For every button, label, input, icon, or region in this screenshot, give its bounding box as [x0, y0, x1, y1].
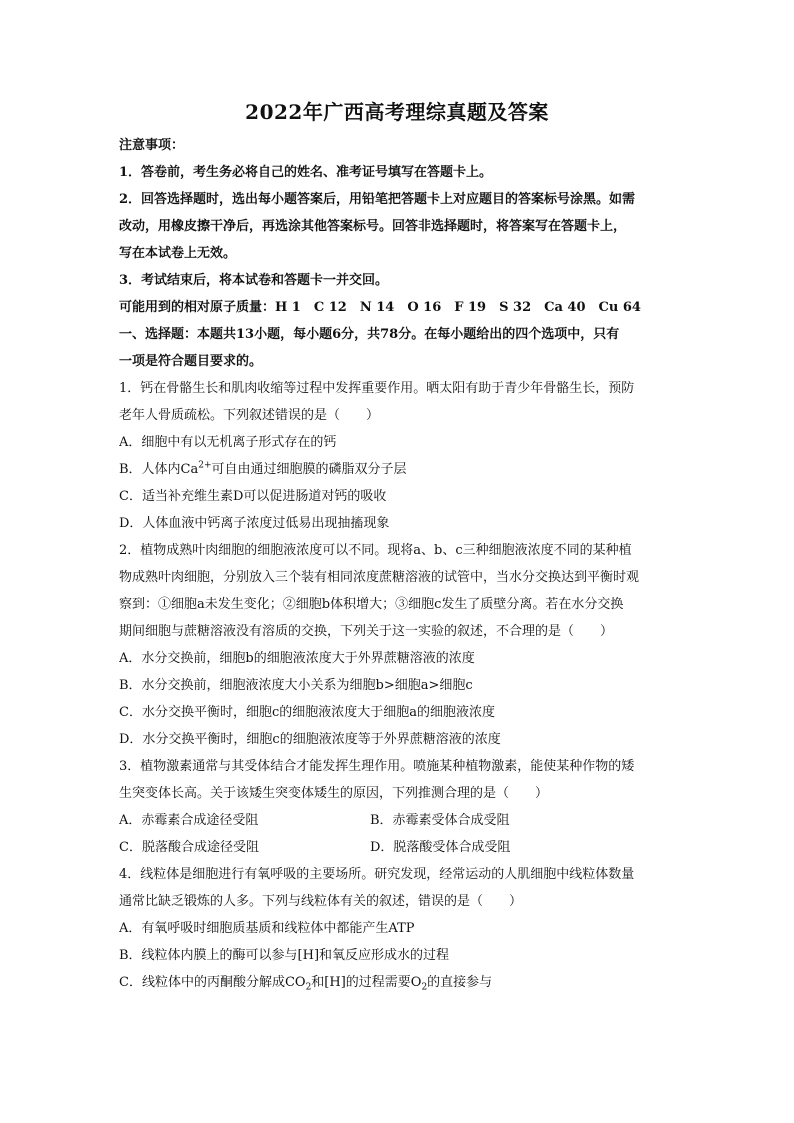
page-content: [119, 132, 679, 996]
question-1: [119, 375, 679, 537]
question-stem-line: 物成熟叶肉细胞，分别放入三个装有相同浓度蔗糖溶液的试管中，当水分交换达到平衡时观: [119, 570, 640, 585]
option-c-text: C．线粒体中的丙酮酸分解成CO: [119, 975, 306, 990]
option-c: C．适当补充维生素D可以促进肠道对钙的吸收: [119, 489, 387, 504]
page-title: 2022年广西高考理综真题及答案: [245, 100, 549, 124]
question-stem-line: 老年人骨质疏松。下列叙述错误的是（ ）: [119, 408, 380, 423]
question-stem-line: 期间细胞与蔗糖溶液没有溶质的交换，下列关于这一实验的叙述，不合理的是（ ）: [119, 624, 614, 639]
section-heading: [119, 321, 679, 375]
option-d: D．人体血液中钙离子浓度过低易出现抽搐现象: [119, 516, 390, 531]
notes-heading: 注意事项：: [119, 138, 185, 153]
options-row: [119, 834, 679, 861]
question-2: [119, 537, 679, 753]
question-stem-line: 生突变体长高。关于该矮生突变体矮生的原因，下列推测合理的是（ ）: [119, 786, 549, 801]
option-c-text: 和[H]的过程需要O: [311, 975, 422, 990]
option-b: B．线粒体内膜上的酶可以参与[H]和氧反应形成水的过程: [119, 948, 450, 963]
atomic-mass-line: 可能用到的相对原子质量：H 1 C 12 N 14 O 16 F 19 S 32 Ca 40 Cu 64: [119, 300, 641, 315]
option-a: A．水分交换前，细胞b的细胞液浓度大于外界蔗糖溶液的浓度: [119, 651, 475, 666]
option-a: A．赤霉素合成途径受阻: [119, 813, 259, 828]
question-stem-line: 4．线粒体是细胞进行有氧呼吸的主要场所。研究发现，经常运动的人肌细胞中线粒体数量: [119, 867, 635, 882]
option-a: A．细胞中有以无机离子形式存在的钙: [119, 435, 337, 450]
option-c: [119, 969, 679, 996]
notes-item-2-line-1: 2．回答选择题时，选出每小题答案后，用铅笔把答题卡上对应题目的答案标号涂黑。如需: [119, 192, 636, 207]
option-b: [119, 456, 679, 483]
notes-item-2-line-3: 写在本试卷上无效。: [119, 246, 237, 261]
option-b: B．赤霉素受体合成受阻: [370, 813, 510, 828]
option-c: C．水分交换平衡时，细胞c的细胞液浓度大于细胞a的细胞液浓度: [119, 705, 495, 720]
option-b-text: B．人体内Ca: [119, 462, 199, 477]
question-3: [119, 753, 679, 861]
option-c-text: 的直接参与: [427, 975, 493, 990]
notes-item-1: 1．答卷前，考生务必将自己的姓名、准考证号填写在答题卡上。: [119, 165, 493, 180]
question-stem-line: 通常比缺乏锻炼的人多。下列与线粒体有关的叙述，错误的是（ ）: [119, 894, 523, 909]
option-d: D．水分交换平衡时，细胞c的细胞液浓度等于外界蔗糖溶液的浓度: [119, 732, 501, 747]
subscript: 2: [421, 982, 428, 993]
option-b: B．水分交换前，细胞液浓度大小关系为细胞b>细胞a>细胞c: [119, 678, 473, 693]
question-stem-line: 1．钙在骨骼生长和肌肉收缩等过程中发挥重要作用。晒太阳有助于青少年骨骼生长，预防: [119, 381, 635, 396]
question-stem-line: 3．植物激素通常与其受体结合才能发挥生理作用。喷施某种植物激素，能使某种作物的矮: [119, 759, 635, 774]
subscript: 2: [305, 982, 312, 993]
option-b-text: 可自由通过细胞膜的磷脂双分子层: [211, 462, 407, 477]
question-stem-line: 察到：①细胞a未发生变化；②细胞b体积增大；③细胞c发生了质壁分离。若在水分交换: [119, 597, 624, 612]
option-a: A．有氧呼吸时细胞质基质和线粒体中都能产生ATP: [119, 921, 415, 936]
question-4: [119, 861, 679, 996]
option-c: C．脱落酸合成途径受阻: [119, 840, 259, 855]
notes-block: [119, 132, 679, 321]
option-d: D．脱落酸受体合成受阻: [370, 840, 511, 855]
section-heading-line-2: 一项是符合题目要求的。: [119, 354, 263, 369]
question-stem-line: 2．植物成熟叶肉细胞的细胞液浓度可以不同。现将a、b、c三种细胞液浓度不同的某种植: [119, 543, 632, 558]
notes-item-2-line-2: 改动，用橡皮擦干净后，再选涂其他答案标号。回答非选择题时，将答案写在答题卡上，: [119, 219, 627, 234]
superscript: 2+: [198, 460, 212, 471]
notes-item-3: 3．考试结束后，将本试卷和答题卡一并交回。: [119, 273, 389, 288]
section-heading-line-1: 一、选择题：本题共13小题，每小题6分，共78分。在每小题给出的四个选项中，只有: [119, 327, 620, 342]
options-row: [119, 807, 679, 834]
